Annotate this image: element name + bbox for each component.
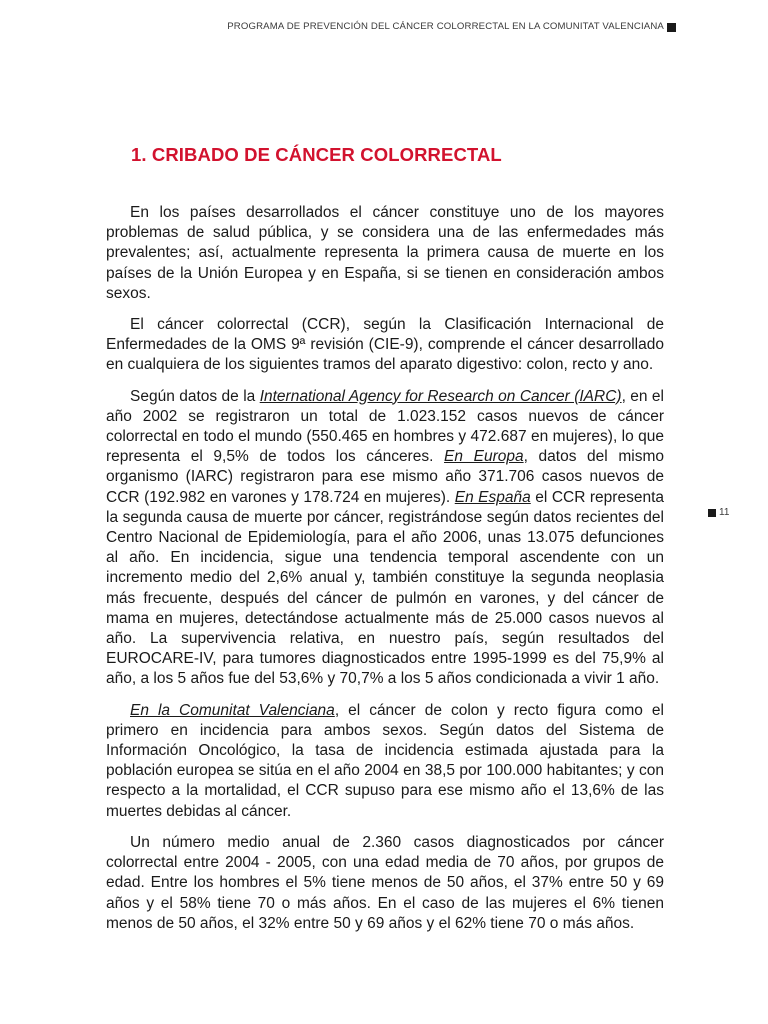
- paragraph-3-text: , datos del mismo organismo (IARC) registraron para ese mismo año 371.706 casos nuevos de CCR (192.982 en varones y 178.724 en mujeres).: [106, 448, 665, 506]
- link-en-europa[interactable]: En Europa: [444, 448, 524, 466]
- page-folio: [708, 507, 729, 518]
- link-comunitat-valenciana[interactable]: En la Comunitat Valenciana: [130, 701, 335, 719]
- folio-square-marker: [708, 509, 716, 517]
- page-number: 11: [719, 507, 730, 518]
- chapter-title: 1. CRIBADO DE CÁNCER COLORRECTAL: [131, 144, 502, 165]
- paragraph-3-text: Según datos de la: [130, 387, 260, 405]
- paragraph-3-text: , en el año 2002 se registraron un total de 1.023.152 casos nuevos de cáncer colorrectal en todo el mundo (550.465 en hombres y 472.687 en mujeres), lo que representa el 9,5% de todos los cánceres.: [106, 387, 664, 466]
- paragraph-4: [106, 701, 664, 822]
- link-iarc[interactable]: International Agency for Research on Cancer (IARC): [259, 387, 622, 405]
- paragraph-1: En los países desarrollados el cáncer constituye uno de los mayores problemas de salud pública, y se considera una de las enfermedades más prevalentes; así, actualmente representa la primera causa de muerte en los países de la Unión Europea y en España, si se tienen en consideración ambos sexos.: [106, 204, 664, 302]
- paragraph-5: Un número medio anual de 2.360 casos diagnosticados por cáncer colorrectal entre 2004 - 2005, con una edad media de 70 años, por grupos de edad. Entre los hombres el 5% tiene menos de 50 años, el 37% entre 50 y 69 años y el 58% tiene 70 o más años. En el caso de las mujeres el 6% tienen menos de 50 años, el 32% entre 50 y 69 años y el 62% tiene 70 o más años.: [106, 833, 664, 932]
- paragraph-4-text: , el cáncer de colon y recto figura como el primero en incidencia para ambos sexos. Según datos del Sistema de Información Oncológico, la tasa de incidencia estimada ajustada para la población europea se sitúa en el año 2004 en 38,5 por 100.000 habitantes; y con respecto a la mortalidad, el CCR supuso para ese mismo año el 13,6% de las muertes debidas al cáncer.: [106, 701, 664, 820]
- header-square-marker: [667, 23, 676, 32]
- paragraph-3: [106, 387, 664, 690]
- body-text: [106, 203, 664, 945]
- link-en-espana[interactable]: En España: [454, 488, 531, 506]
- paragraph-3-text: el CCR representa la segunda causa de muerte por cáncer, registrándose según datos recientes del Centro Nacional de Epidemiología, para el año 2006, unas 13.075 defunciones al año. En incidencia, sigue una tendencia temporal ascendente con un incremento medio del 2,6% anual y, también constituye la segunda neoplasia más frecuente, después del cáncer de pulmón en varones, y del cáncer de mama en mujeres, detectándose actualmente más de 25.000 casos nuevos al año. La supervivencia relativa, en nuestro país, según resultados del EUROCARE-IV, para tumores diagnosticados entre 1995-1999 es del 75,9% al año, a los 5 años fue del 53,6% y 70,7% a los 5 años condicionada a vivir 1 año.: [106, 488, 664, 688]
- paragraph-2: El cáncer colorrectal (CCR), según la Clasificación Internacional de Enfermedades de la OMS 9ª revisión (CIE-9), comprende el cáncer desarrollado en cualquiera de los siguientes tramos del aparato digestivo: colon, recto y ano.: [106, 316, 664, 374]
- running-header: PROGRAMA DE PREVENCIÓN DEL CÁNCER COLORRECTAL EN LA COMUNITAT VALENCIANA: [227, 21, 664, 32]
